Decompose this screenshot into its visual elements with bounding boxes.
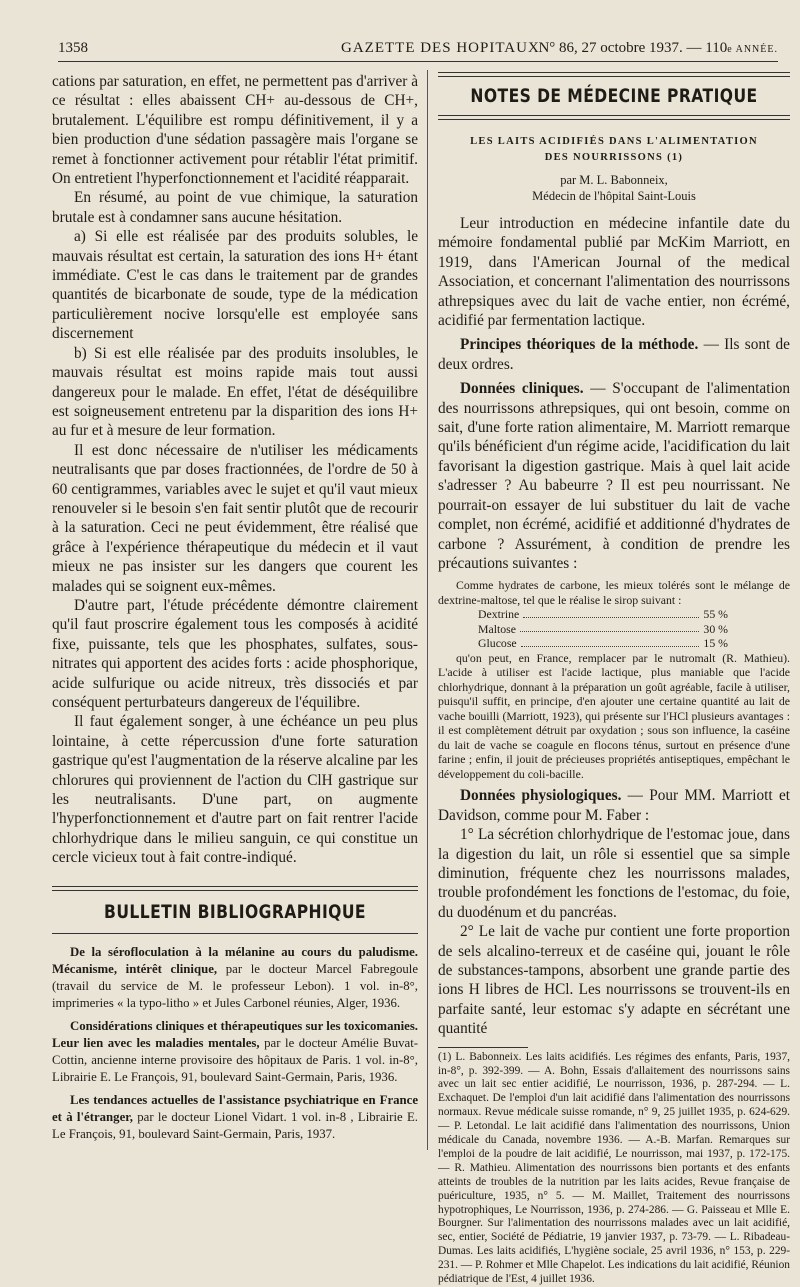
subheading: Données physiologiques. [460, 787, 622, 805]
paragraph [438, 379, 790, 573]
table-row [478, 622, 728, 637]
small-paragraph: Comme hydrates de carbone, les mieux tolérés sont le mélange de dextrine-maltose, tel que le réalise le sirop suivant : [438, 578, 790, 607]
small-paragraph: qu'on peut, en France, remplacer par le nutromalt (R. Mathieu). L'acide à utiliser est l'acide lactique, plus maniable que l'acide chlorhydrique, donnant à la préparation un goût agréable, facile à utiliser, puisqu'il suffit, en principe, d'en ajouter une certaine quantité au lait de vache bouilli (Marriott, 1923), qui présente sur l'HCl plusieurs avantages : il est complètement détruit par oxydation ; sous son influence, la caséine du lait de vache se coagule en flocons ténus, surtout en présence d'une farine ; enfin, il jouit de précieuses propriétés antiseptiques, empêchant le développement du coli-bacille. [438, 650, 790, 781]
table-key: Dextrine [478, 607, 520, 622]
bib-title: De la sérofloculation à la mélanine au cours du paludisme. Mécanisme, intérêt clinique, [52, 944, 418, 976]
footnote-rule [438, 1047, 528, 1048]
table-row [478, 607, 728, 622]
bib-details: par le docteur Marcel Fabregoule (travail du service de M. le professeur Lebon). 1 vol. in-8°, imprimeries « la typo-litho » et Jules Carbonel réunies, Alger, 1936. [52, 961, 418, 1010]
author-name: par M. L. Babonneix, [560, 173, 668, 187]
paragraph: 1° La sécrétion chlorhydrique de l'estomac joue, dans la digestion du lait, un rôle si essentiel que sa simple diminution, fréquente chez les nourrissons malades, trouble profondément les fonctions de l'estomac, du foie, du duodénum et du pancréas. [438, 826, 790, 921]
subheading: Principes théoriques de la méthode. [460, 336, 699, 354]
bib-details: par le docteur Lionel Vidart. 1 vol. in-8 , Librairie E. Le François, 91, boulevard Saint-Germain, Paris, 1937. [52, 1109, 418, 1141]
issue-info [538, 40, 778, 57]
paragraph: En résumé, au point de vue chimique, la saturation brutale est à condamner sans aucune hésitation. [52, 189, 418, 226]
paragraph: D'autre part, l'étude précédente démontre clairement qu'il faut proscrire également tous les composés à acidité fixe, puissante, tels que les phosphates, sulfates, sous-nitrates qui apportent des acides forts : acide phosphorique, acide sulfurique ou acide nitreux, très dissociés et par conséquent perturbateurs dangereux de l'équilibre. [52, 596, 418, 711]
footnote: (1) L. Babonneix. Les laits acidifiés. Les régimes des enfants, Paris, 1937, in-8°, p. 392-399. — A. Bohn, Essais d'allaitement des nourrissons sains avec un lait sec entier acidifié, Le nourrisson, 1936, p. 287-294. — L. Exchaquet. De l'emploi d'un lait acidifié dans l'alimentation des nourrissons normaux. Revue médicale suisse romande, n° 9, 25 juillet 1935, p. 624-629. — P. Letondal. Le lait acidifié dans l'alimentation des nourrissons, Union médicale du Canada, novembre 1936. — A.-B. Marfan. Remarques sur l'emploi de la poudre de lait acidifié, Le nourrisson, mai 1937, p. 172-175. — R. Mathieu. Alimentation des nourrissons bien portants et des enfants atteints de troubles de la nutrition par les laits acides, Revue française de puériculture, 1935, n° 5. — M. Maillet, Traitement des nourrissons hypotrophiques, Le Nourrisson, 1936, p. 274-286. — G. Paisseau et Mlle E. Bourgner. Sur l'alimentation des nourrissons malades avec un lait acidifié, sec, entier, Société de Pédiatrie, 19 janvier 1937, p. 73-79. — L. Ribadeau-Dumas. Les laits acidifiés, L'hygiène sociale, 25 avril 1936, n° 153, p. 229-231. — P. Rohmer et Mlle Chapelot. Les indications du lait acidifié, Réunion pédiatrique de l'Est, 4 juillet 1936. [438, 1050, 790, 1286]
issue-date: N° 86, 27 octobre 1937. — 110 [538, 40, 728, 56]
section-title: NOTES DE MÉDECINE PRATIQUE [470, 85, 758, 107]
table-key: Glucose [478, 636, 517, 651]
bib-title: Considérations cliniques et thérapeutiques sur les toxicomanies. Leur lien avec les maladies mentales, [52, 1018, 418, 1050]
composition-table [478, 607, 790, 651]
bib-entry [52, 1092, 418, 1143]
paragraph: Il faut également songer, à une échéance un peu plus lointaine, à cette répercussion d'une forte saturation gastrique qu'est l'augmentation de la réserve alcaline par les chlorures qui proviennent de l'action du ClH gastrique sur les neutralisants. D'une part, on augmente l'hyperfonctionnement et d'autre part on fait rentrer l'acide chlorhydrique dans le milieu sanguin, ce qui constitue un cercle vicieux tout à fait contre-indiqué. [52, 713, 418, 867]
paragraph: cations par saturation, en effet, ne permettent pas d'arriver à ce résultat : elles abaissent CH+ au-dessous de CH+, brutalement. L'équilibre est rompu définitivement, il y a bien production d'une sédation passagère mais l'organe se remet à fonctionner activement pour rétablir l'état primitif. On entretient l'hyperfonctionnement et l'acidité réapparait. [52, 73, 418, 188]
table-row [478, 636, 728, 651]
table-key: Maltose [478, 621, 517, 636]
paragraph: Il est donc nécessaire de n'utiliser les médicaments neutralisants que par doses fractionnées, de l'ordre de 50 à 60 centigrammes, variables avec le sujet et qu'il vaut mieux renouveler si le besoin s'en fait sentir plutôt que de recourir à la saturation. Ceci ne peut évidemment, être réalisé que grâce à l'expérience thérapeutique du médecin et il vaut mieux ne pas insister sur les dangers que courent les malades qui se soignent eux-mêmes. [52, 441, 418, 595]
article-title-line2: DES NOURRISSONS (1) [544, 152, 684, 163]
issue-suffix: e ANNÉE. [727, 44, 778, 55]
page-number: 1358 [58, 40, 88, 56]
bib-details: par le docteur Amélie Buvat-Cottin, ancienne interne provisoire des hôpitaux de Paris. 1 vol. in-8°, Librairie E. Le François, 91, boulevard Saint-Germain, Paris, 1936. [52, 1035, 419, 1084]
paragraph [438, 335, 790, 374]
article-title: LES LAITS ACIDIFIÉS DANS L'ALIMENTATION [470, 136, 758, 147]
journal-title: GAZETTE DES HOPITAUX [341, 40, 540, 56]
paragraph: Leur introduction en médecine infantile date du mémoire fondamental publié par McKim Marriott, en 1919, dans l'American Journal of the medical Association, et concernant l'alimentation des nourrissons athrepsiques avec du lait de vache entier, non écrémé, acidifié par fermentation lactique. [438, 215, 790, 330]
paragraph-text: — Ils sont de deux ordres. [438, 336, 790, 373]
left-column [52, 72, 418, 1149]
paragraph-text: — Pour MM. Marriott et Davidson, comme pour M. Faber : [438, 787, 790, 824]
header-rule [58, 61, 778, 62]
table-value: 55 % [703, 607, 728, 622]
paragraph: 2° Le lait de vache pur contient une forte proportion de sels alcalino-terreux et de caséine qui, jouant le rôle de substances-tampons, absorbent une grande partie des ions H libres de HCl. Les nourrissons se trouvent-ils en parfaite santé, leur estomac s'y adapte en sécrétant une quantité [438, 923, 790, 1038]
subheading: Données cliniques. [460, 380, 584, 398]
right-column [438, 72, 790, 1287]
table-value: 15 % [703, 636, 728, 651]
bulletin-title: BULLETIN BIBLIOGRAPHIQUE [104, 900, 366, 923]
paragraph [438, 786, 790, 825]
table-value: 30 % [703, 621, 728, 636]
column-divider [427, 70, 428, 1150]
paragraph: a) Si elle est réalisée par des produits solubles, le mauvais résultat est certain, la saturation des ions H+ étant immédiate. C'est le cas dans le traitement par de grandes quantités de bicarbonate de soude, type de la médication particulièrement nocive lorsqu'elle est employée sans discernement [52, 228, 418, 343]
bib-title: Les tendances actuelles de l'assistance psychiatrique en France et à l'étranger, [52, 1092, 418, 1124]
author-role: Médecin de l'hôpital Saint-Louis [532, 189, 696, 203]
bib-entry [52, 1018, 418, 1086]
paragraph: b) Si est elle réalisée par des produits insolubles, le mauvais résultat est moins rapide mais tout aussi dangereux pour le malade. En effet, l'état de déséquilibre est soigneusement entretenu par la disparition des ions H+ au fur et à mesure de leur formation. [52, 344, 418, 440]
paragraph-text: — S'occupant de l'alimentation des nourrissons athrepsiques, qui ont besoin, comme on sait, d'une forte ration alimentaire, M. Marriott remarque qu'ils bénéficient d'un régime acide, l'acidification du lait favorisant la digestion gastrique. Mais à quel lait acide s'adresser ? Au babeurre ? Il est peu nourrissant. Ne pourrait-on essayer de lui substituer du lait de vache complet, non écrémé, acidifié et additionné d'hydrates de carbone ? Assurément, à condition de prendre les précautions suivantes : [438, 380, 790, 572]
bib-entry [52, 944, 418, 1012]
